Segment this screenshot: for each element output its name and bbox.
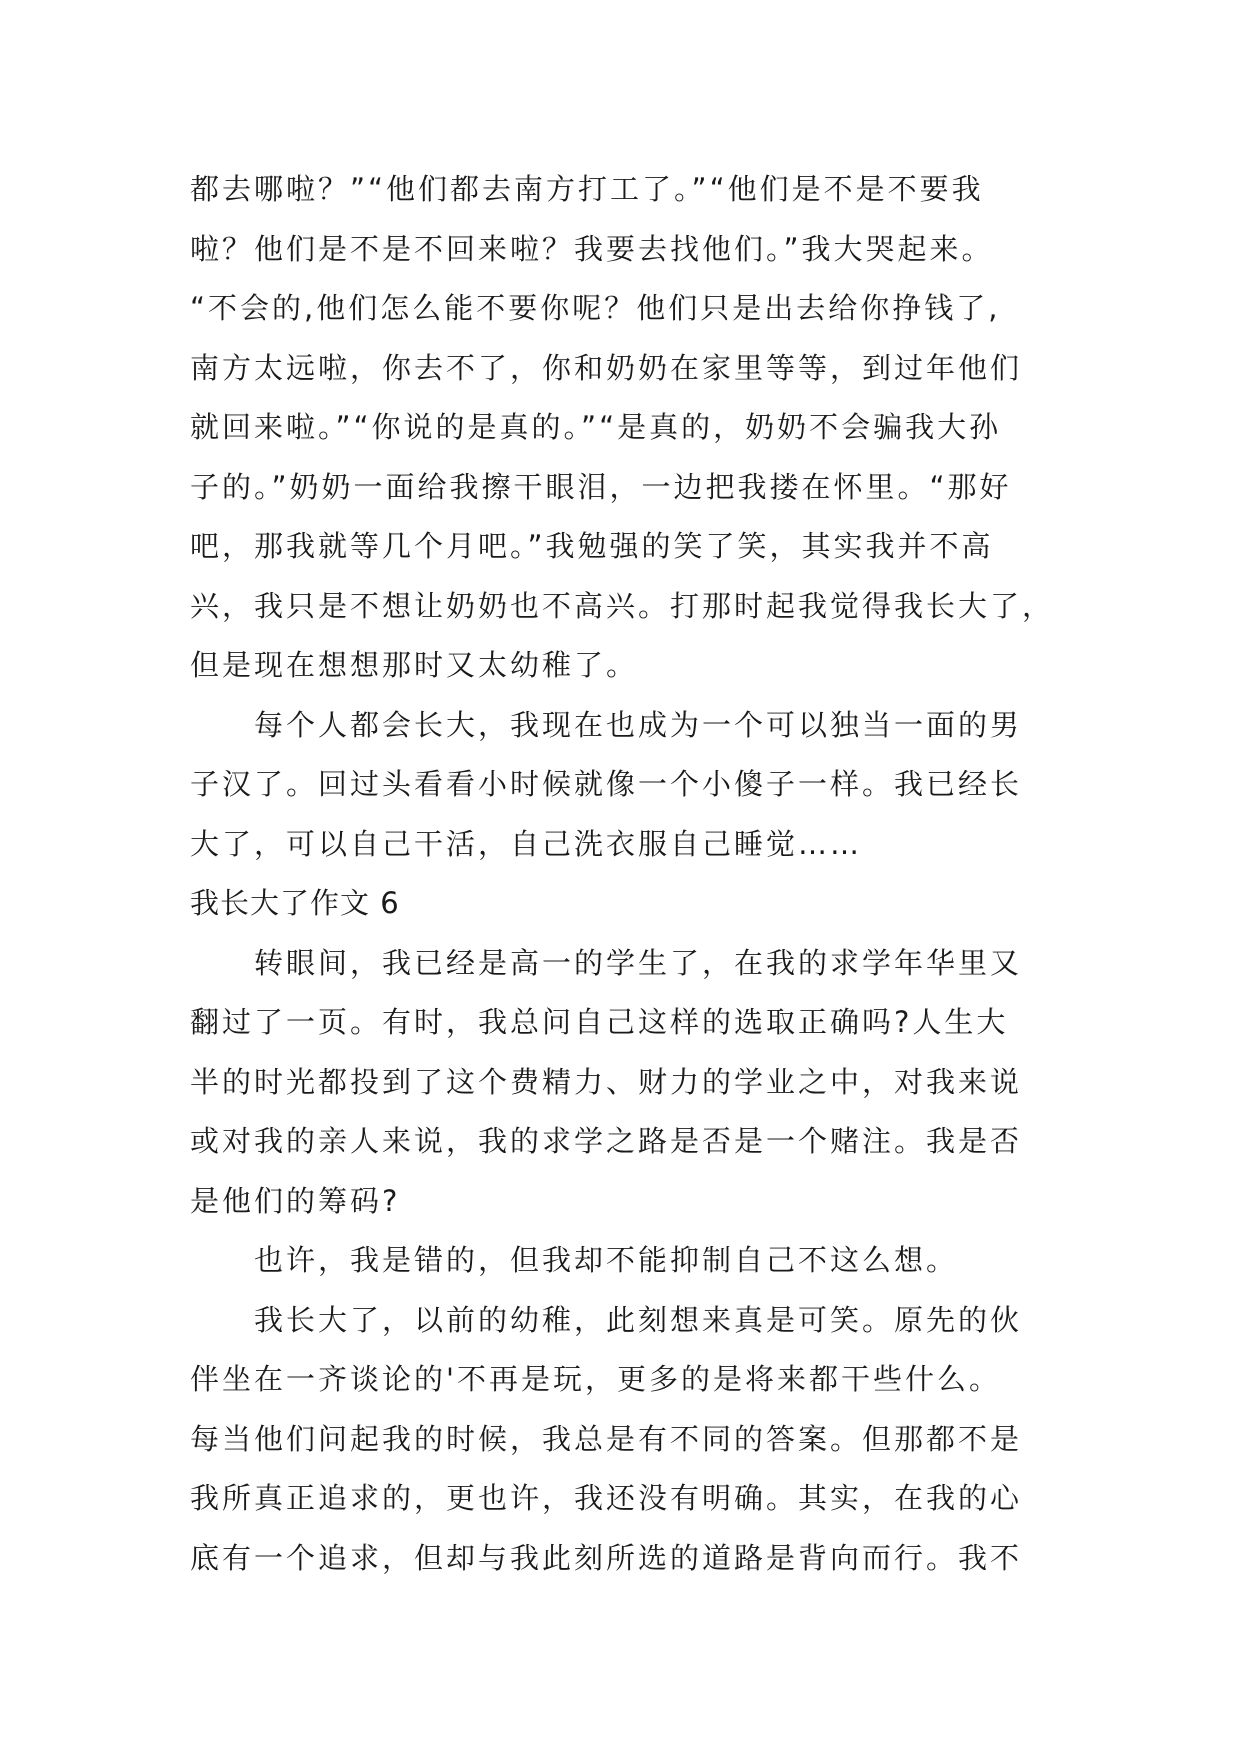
text-line: 半的时光都投到了这个费精力、财力的学业之中，对我来说 [190,1064,1023,1099]
paragraph-first-line: 每个人都会长大，我现在也成为一个可以独当一面的男 [254,707,1023,742]
text-line: 南方太远啦，你去不了，你和奶奶在家里等等，到过年他们 [190,350,1023,385]
text-line: 是他们的筹码? [190,1183,401,1218]
section-heading: 我长大了作文 6 [190,886,400,920]
paragraph-first-line: 也许，我是错的，但我却不能抑制自己不这么想。 [254,1243,959,1277]
text-line: 我所真正追求的，更也许，我还没有明确。其实，在我的心 [190,1481,1023,1515]
text-line: 底有一个追求，但却与我此刻所选的道路是背向而行。我不 [190,1540,1023,1575]
text-line: 兴，我只是不想让奶奶也不高兴。打那时起我觉得我长大了， [190,588,1055,623]
text-line: “不会的,他们怎么能不要你呢？他们只是出去给你挣钱了, [190,291,1001,325]
text-line: 啦？他们是不是不回来啦？我要去找他们。”我大哭起来。 [190,231,994,266]
text-line: 都去哪啦？”“他们都去南方打工了。”“他们是不是不要我 [190,172,984,206]
text-line: 子的。”奶奶一面给我擦干眼泪，一边把我搂在怀里。“那好 [190,469,1012,504]
text-line: 大了，可以自己干活，自己洗衣服自己睡觉…… [190,826,863,861]
text-line: 但是现在想想那时又太幼稚了。 [190,648,639,682]
paragraph-first-line: 转眼间，我已经是高一的学生了，在我的求学年华里又 [254,945,1023,980]
paragraph-first-line: 我长大了，以前的幼稚，此刻想来真是可笑。原先的伙 [254,1302,1023,1337]
text-line: 子汉了。回过头看看小时候就像一个小傻子一样。我已经长 [190,767,1023,801]
text-line: 或对我的亲人来说，我的求学之路是否是一个赌注。我是否 [190,1124,1023,1158]
text-line: 每当他们问起我的时候，我总是有不同的答案。但那都不是 [190,1421,1023,1456]
text-line: 吧，那我就等几个月吧。”我勉强的笑了笑，其实我并不高 [190,529,994,563]
text-line: 翻过了一页。有时，我总问自己这样的选取正确吗?人生大 [190,1005,1009,1039]
document-body [190,160,1090,1588]
text-line: 就回来啦。”“你说的是真的。”“是真的，奶奶不会骗我大孙 [190,410,1002,444]
text-line: 伴坐在一齐谈论的'不再是玩，更多的是将来都干些什么。 [190,1362,1001,1396]
